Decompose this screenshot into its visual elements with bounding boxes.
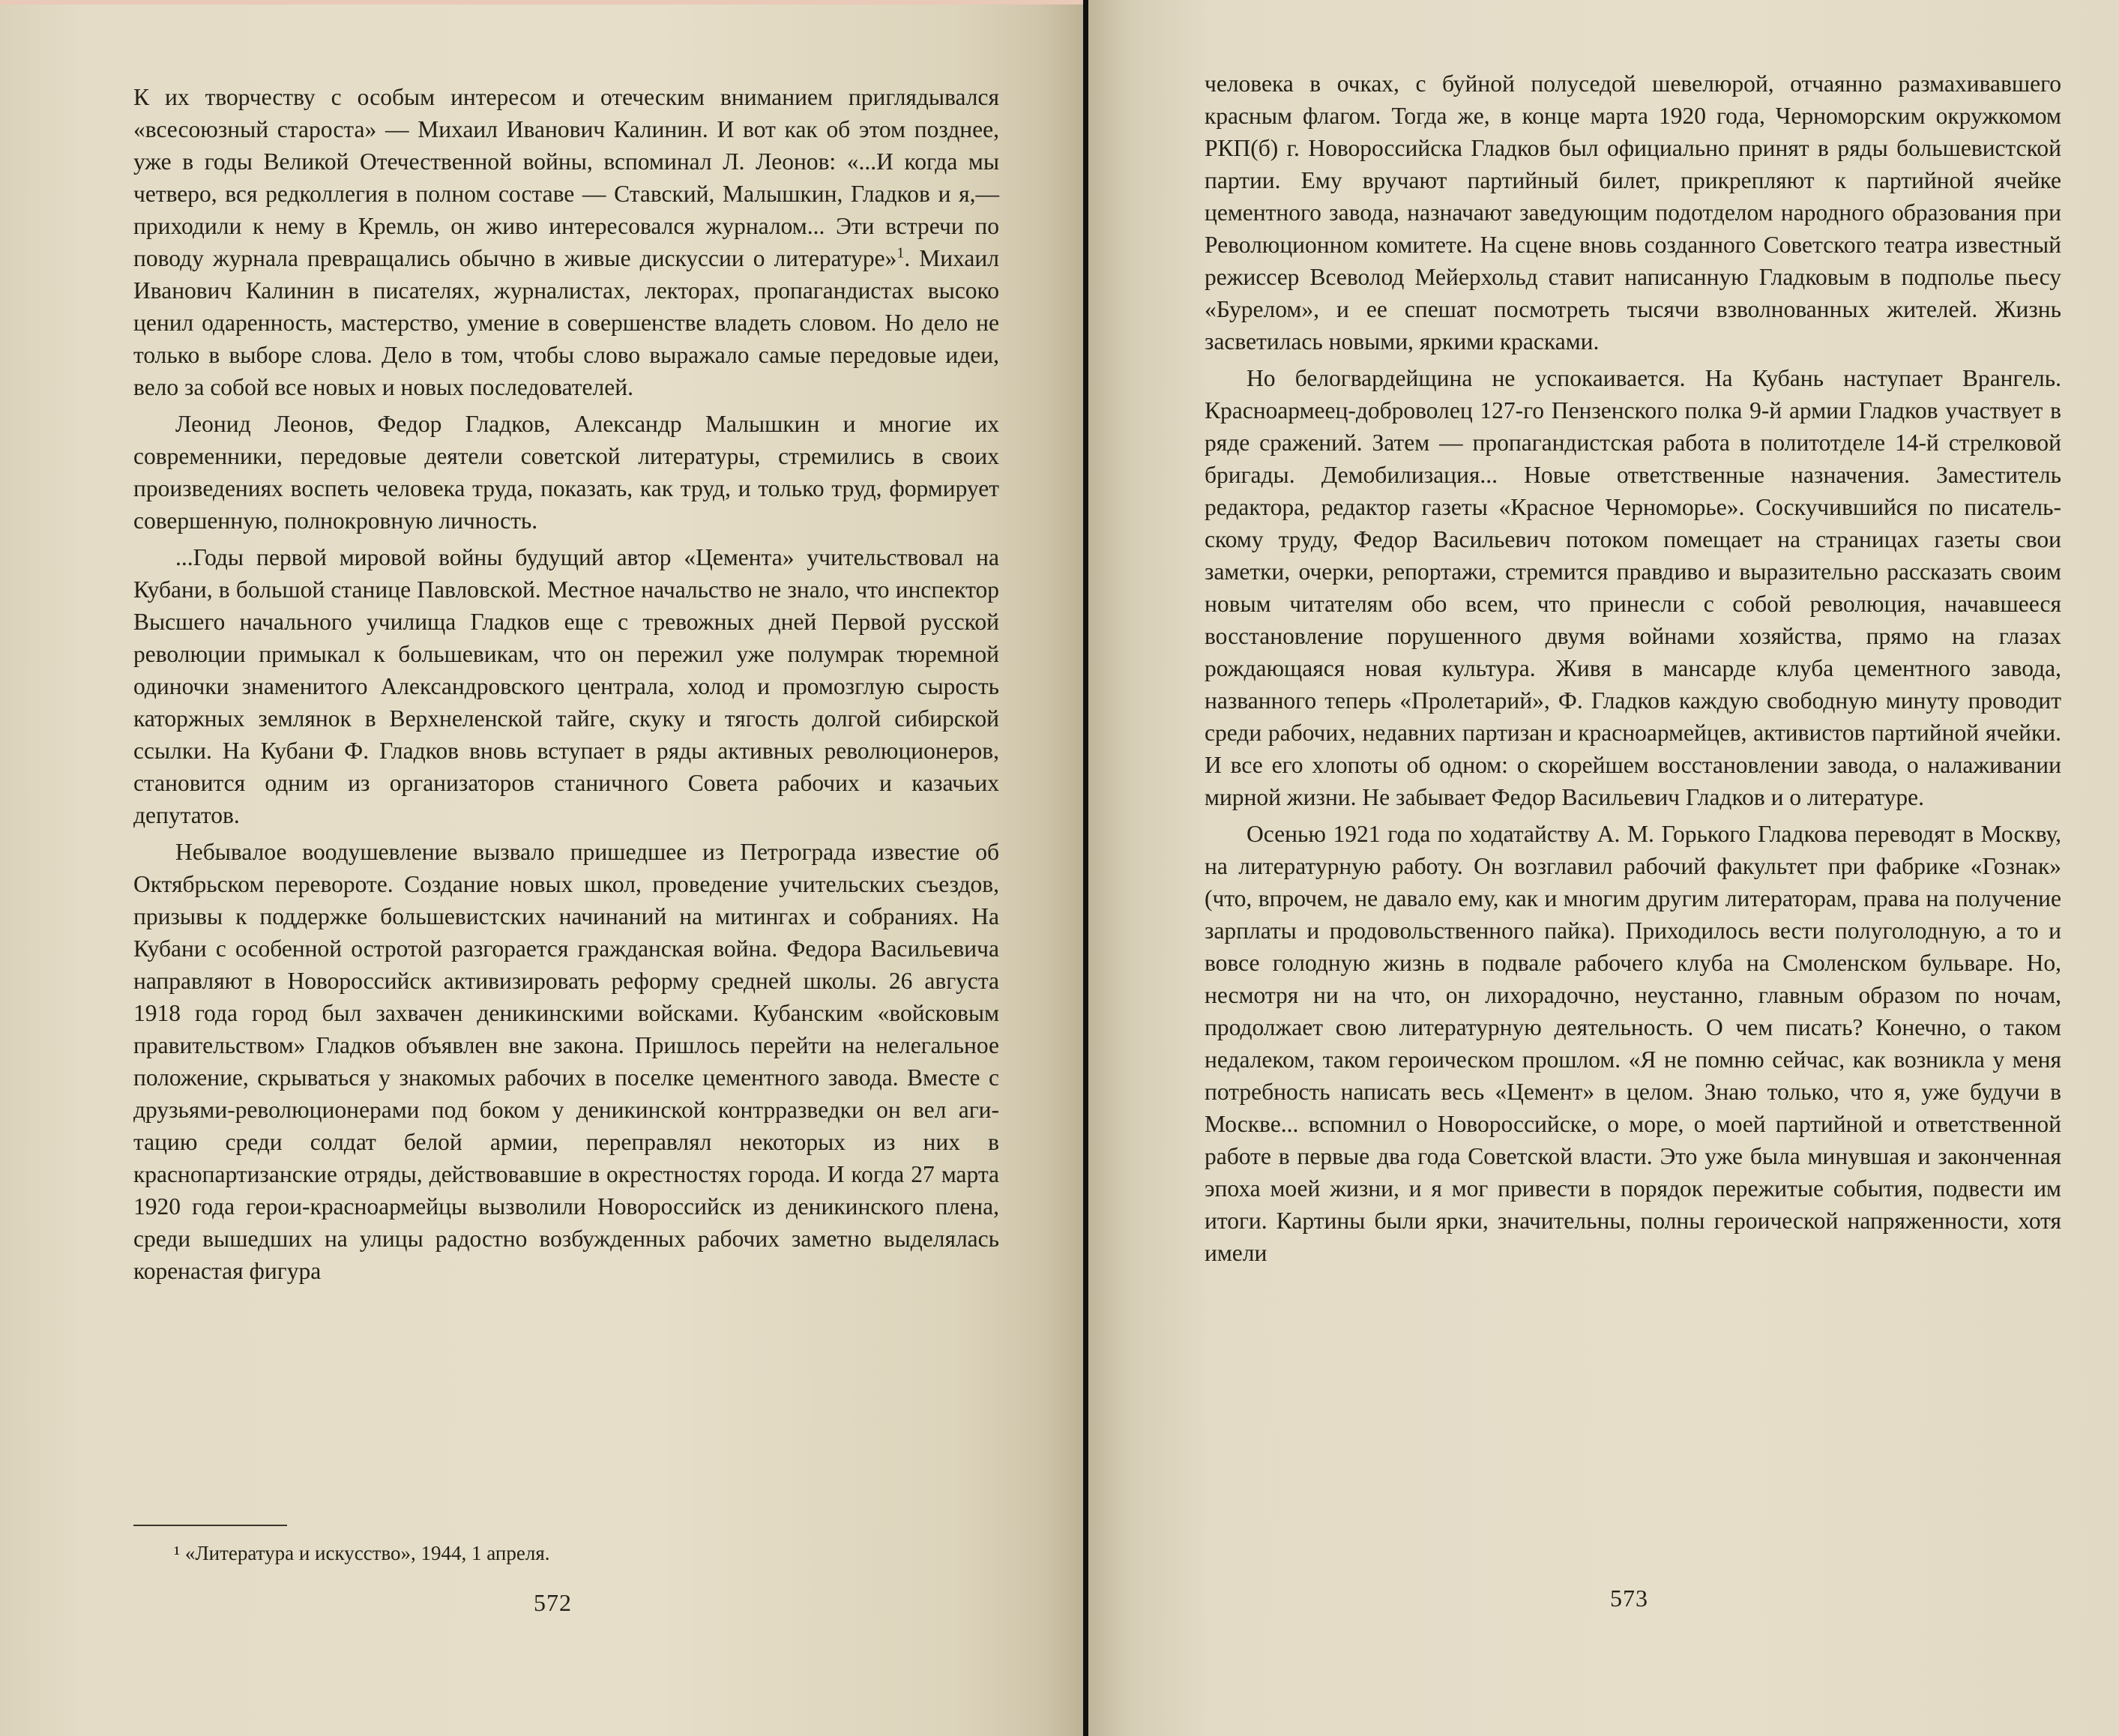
- footnote-marker: 1: [896, 244, 905, 262]
- footnote: ¹ «Литература и искусство», 1944, 1 апреля.: [174, 1542, 550, 1564]
- paragraph-6: Но белогвардейщина не успокаивается. На Кубань наступает Врангель. Красноармеец-доброволец 127-го Пензенского полка 9-й армии Гладков участвует в ряде сражений. Затем — пропагандистская работа в политотделе 14-й стрелковой бригады. Демобилизация... Новые ответственные назначения. Заместитель редактора, редактор газеты «Красное Черноморье». Соскучившийся по писательскому труду, Федор Васильевич потоком помещает на страницах газеты свои заметки, очерки, репортажи, стремится правдиво и выразительно рассказать своим новым читателям обо всем, что принесли с собой революция, начавшееся восстановление порушенного двумя войнами хозяйства, прямо на глазах рождающаяся новая культура. Живя в мансарде клуба цементного завода, названного теперь «Пролетарий», Ф. Гладков каждую свободную минуту проводит среди рабочих, недавних партизан и красноармейцев, активистов партийной ячейки. И все его хлопоты об одном: о скорейшем восстановлении завода, о налаживании мирной жизни. Не забывает Федор Васильевич Гладков и о литературе.: [1205, 365, 2061, 810]
- page-number-right: 573: [1610, 1585, 1648, 1612]
- book-gutter: [1083, 0, 1088, 1736]
- paragraph-1-continuation: . Михаил Иванович Калинин в писателях, журналистах, лекторах, пропагандистах высоко ценил одаренность, мастерство, умение в совершенстве владеть словом. Но дело не только в выборе слова. Дело в том, чтобы слово выражало самые передовые идеи, вело за собой все новых и новых последователей.: [133, 245, 999, 400]
- paragraph-7: Осенью 1921 года по ходатайству А. М. Горького Гладкова переводят в Москву, на литературную работу. Он возглавил рабочий факультет при фабрике «Гознак» (что, впрочем, не давало ему, как и многим другим литераторам, права на получение зарплаты и продовольственного пайка). Приходилось вести полуголодную, а то и вовсе голодную жизнь в подвале рабочего клуба на Смоленском бульваре. Но, несмотря ни на что, он лихорадочно, неустанно, главным образом по ночам, продолжает свою литературную деятельность. О чем писать? Конечно, о таком недалеком, таком героическом прошлом. «Я не помню сейчас, как возникла у меня потребность написать весь «Цемент» в целом. Знаю только, что я, уже будучи в Москве... вспомнил о Новороссийске, о море, о моей партийной и ответственной работе в первые два года Советской власти. Это уже была минувшая и законченная эпоха моей жизни, и я мог привести в порядок пережитые события, подвести им итоги. Картины были ярки, значительны, полны героической напряженности, хотя имели: [1205, 821, 2061, 1266]
- paragraph-4: Небывалое воодушевление вызвало пришедшее из Петрограда известие об Октябрьском перевороте. Создание новых школ, проведение учительских съездов, призывы к поддержке большевистских начинаний на митингах и собраниях. На Кубани с особенной остротой разгорается гражданская война. Федора Васильевича направляют в Новороссийск активизировать реформу средней школы. 26 августа 1918 года город был захвачен деникинскими войсками. Кубанским «войсковым правительством» Гладков объявлен вне закона. Пришлось перейти на нелегальное положение, скрываться у знакомых рабочих в поселке цементного завода. Вместе с друзьями-революционерами под боком у деникинской контрразведки он вел агитацию среди солдат белой армии, переправлял некоторых из них в краснопартизанские отряды, действовавшие в окрестностях города. И когда 27 марта 1920 года герои-красноармейцы вызволили Новороссийск из деникинского плена, среди вышедших на улицы радостно возбужденных рабочих заметно выделялась коренастая фигура: [133, 839, 999, 1284]
- paragraph-1: [133, 81, 999, 403]
- left-page-body: [133, 81, 999, 1292]
- paragraph-1-text: К их творчеству с особым интересом и отеческим вниманием приглядывался «всесоюзный староста» — Михаил Иванович Калинин. И вот как об этом позднее, уже в годы Великой Отечественной войны, вспоминал Л. Леонов: «...И когда мы четверо, вся редколлегия в полном составе — Ставский, Малышкин, Гладков и я,— приходили к нему в Кремль, он живо интересовался журналом... Эти встречи по поводу журнала превращались обычно в живые дискуссии о литературе»: [133, 84, 999, 271]
- right-page-body: [1205, 67, 2061, 1274]
- footnote-rule: [133, 1525, 287, 1526]
- paragraph-5: человека в очках, с буйной полуседой шевелюрой, отчаянно размахивавшего красным флагом. Тогда же, в конце марта 1920 года, Черноморским окружкомом РКП(б) г. Новороссийска Гладков был официально принят в ряды большевистской партии. Ему вручают партийный билет, прикрепляют к партийной ячейке цементного завода, назначают заведующим подотделом народного образования при Революционном комитете. На сцене вновь созданного Советского театра известный режиссер Всеволод Мейерхольд ставит написанную Гладковым в подполье пьесу «Бурелом», и ее спешат посмотреть тысячи взволнованных жителей. Жизнь засветилась новыми, яркими красками.: [1205, 70, 2061, 355]
- paragraph-2: Леонид Леонов, Федор Гладков, Александр Малышкин и многие их современники, передовые деятели советской литературы, стремились в своих произведениях воспеть человека труда, показать, как труд, и только труд, формирует совершенную, полнокровную личность.: [133, 411, 999, 534]
- right-page: [1088, 0, 2119, 1736]
- page-number-left: 572: [534, 1589, 572, 1616]
- paragraph-3: ...Годы первой мировой войны будущий автор «Цемента» учительствовал на Кубани, в большой станице Павловской. Местное начальство не знало, что инспектор Высшего начального училища Гладков еще с тревожных дней Первой русской революции примыкал к большевикам, что он пережил уже полумрак тюремной одиночки знаменитого Александровского централа, холод и промозглую сырость каторжных землянок в Верхнеленской тайге, скуку и тягость долгой сибирской ссылки. На Кубани Ф. Гладков вновь вступает в ряды активных революционеров, становится одним из организаторов станичного Совета рабочих и казачьих депутатов.: [133, 544, 999, 828]
